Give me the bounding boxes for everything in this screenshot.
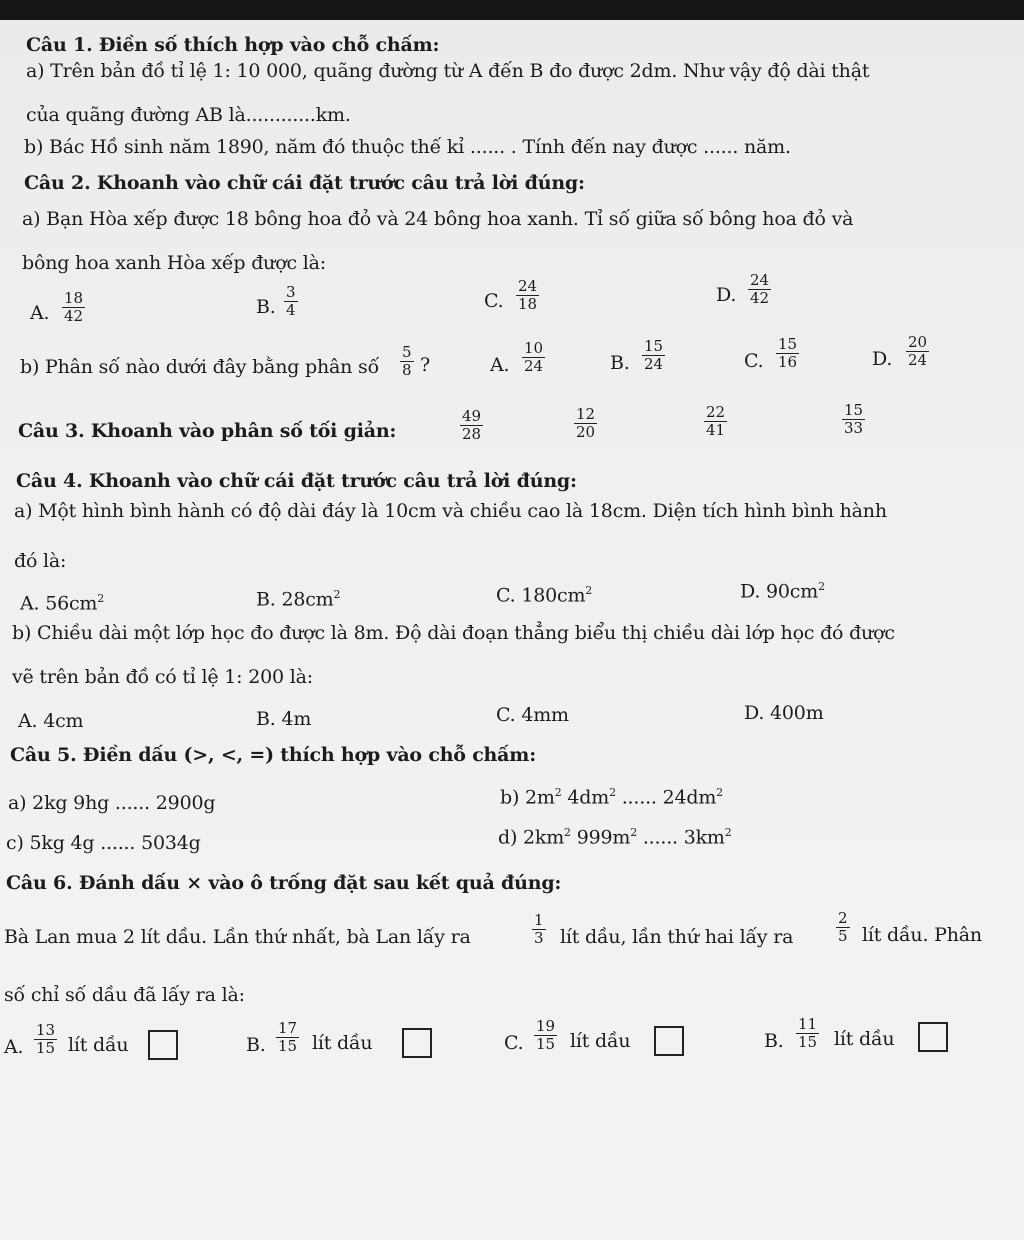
option-label: B. — [246, 1034, 266, 1056]
option-label: C. — [744, 350, 764, 372]
q4-b-line1: b) Chiều dài một lớp học đo được là 8m. Độ dài đoạn thẳng biểu thị chiều dài lớp học đó được — [12, 622, 895, 644]
answer-checkbox-d[interactable] — [918, 1022, 948, 1052]
q1-title: Câu 1. Điền số thích hợp vào chỗ chấm: — [26, 34, 440, 56]
fraction: $\frac{3}{4}$ — [286, 283, 296, 319]
top-dark-border — [0, 0, 1024, 20]
q2-a-line2: bông hoa xanh Hòa xếp được là: — [22, 252, 326, 274]
q2-title: Câu 2. Khoanh vào chữ cái đặt trước câu trả lời đúng: — [24, 172, 585, 194]
q5-item-d: d) $2km^2$ $999m^2$ ...... $3km^2$ — [498, 826, 732, 849]
answer-checkbox-c[interactable] — [654, 1026, 684, 1056]
fraction: $\frac{13}{15}$ — [36, 1021, 56, 1057]
q4-title: Câu 4. Khoanh vào chữ cái đặt trước câu trả lời đúng: — [16, 470, 577, 492]
q4-b-option-a[interactable]: A. 4cm — [18, 710, 84, 732]
fraction: $\frac{15}{16}$ — [778, 335, 798, 371]
q4-a-option-a[interactable]: A. $56cm^2$ — [20, 592, 105, 615]
q4-a-option-d[interactable]: D. $90cm^2$ — [740, 580, 825, 603]
option-label: B. — [610, 352, 630, 374]
q4-a-line2: đó là: — [14, 550, 67, 572]
q4-b-option-b[interactable]: B. 4m — [256, 708, 312, 730]
option-label: C. — [484, 290, 504, 312]
q2-b-fraction: $\frac{5}{8}$ — [402, 343, 412, 379]
q6-fraction-1: $\frac{1}{3}$ — [534, 911, 544, 947]
fraction: $\frac{18}{42}$ — [64, 289, 84, 325]
q4-b-option-c[interactable]: C. 4mm — [496, 704, 569, 726]
fraction: $\frac{19}{15}$ — [536, 1017, 556, 1053]
unit-label: lít dầu — [68, 1034, 129, 1056]
q6-line1-c: lít dầu. Phân — [862, 924, 982, 946]
q6-line2: số chỉ số dầu đã lấy ra là: — [4, 984, 245, 1006]
q4-a-line1: a) Một hình bình hành có độ dài đáy là 10cm và chiều cao là 18cm. Diện tích hình bình hành — [14, 500, 887, 522]
q2-b-suffix: ? — [420, 354, 430, 376]
q6-fraction-2: $\frac{2}{5}$ — [838, 909, 848, 945]
fraction: $\frac{24}{42}$ — [750, 271, 770, 307]
option-label: D. — [716, 284, 737, 306]
option-label: C. — [504, 1032, 524, 1054]
q1-a-line2: của quãng đường AB là............km. — [26, 104, 351, 126]
q3-fraction-1[interactable]: $\frac{49}{28}$ — [462, 407, 482, 443]
fraction: $\frac{15}{24}$ — [644, 337, 664, 373]
q6-title: Câu 6. Đánh dấu × vào ô trống đặt sau kết quả đúng: — [6, 872, 562, 894]
q3-title: Câu 3. Khoanh vào phân số tối giản: — [18, 420, 397, 442]
q5-item-b: b) $2m^2$ $4dm^2$ ...... $24dm^2$ — [500, 786, 723, 809]
q5-item-c: c) 5kg 4g ...... 5034g — [6, 832, 201, 854]
fraction: $\frac{20}{24}$ — [908, 333, 928, 369]
q2-a-line1: a) Bạn Hòa xếp được 18 bông hoa đỏ và 24 bông hoa xanh. Tỉ số giữa số bông hoa đỏ và — [22, 208, 854, 230]
unit-label: lít dầu — [834, 1028, 895, 1050]
answer-checkbox-b[interactable] — [402, 1028, 432, 1058]
unit-label: lít dầu — [570, 1030, 631, 1052]
q4-a-option-b[interactable]: B. $28cm^2$ — [256, 588, 341, 611]
option-label: A. — [4, 1036, 24, 1058]
q6-line1-b: lít dầu, lần thứ hai lấy ra — [560, 926, 794, 948]
option-label: A. — [30, 302, 50, 324]
unit-label: lít dầu — [312, 1032, 373, 1054]
q6-line1-a: Bà Lan mua 2 lít dầu. Lần thứ nhất, bà Lan lấy ra — [4, 926, 471, 948]
q4-b-option-d[interactable]: D. 400m — [744, 702, 824, 724]
q1-a-line1: a) Trên bản đồ tỉ lệ 1: 10 000, quãng đường từ A đến B đo được 2dm. Như vậy độ dài thật — [26, 60, 870, 82]
q4-b-line2: vẽ trên bản đồ có tỉ lệ 1: 200 là: — [12, 666, 313, 688]
q5-item-a: a) 2kg 9hg ...... 2900g — [8, 792, 216, 814]
fraction: $\frac{17}{15}$ — [278, 1019, 298, 1055]
q3-fraction-2[interactable]: $\frac{12}{20}$ — [576, 405, 596, 441]
q4-a-option-c[interactable]: C. $180cm^2$ — [496, 584, 593, 607]
q2-b-prefix: b) Phân số nào dưới đây bằng phân số — [20, 356, 380, 378]
q3-fraction-3[interactable]: $\frac{22}{41}$ — [706, 403, 726, 439]
worksheet-page — [0, 20, 1024, 1240]
q1-b-line: b) Bác Hồ sinh năm 1890, năm đó thuộc thế kỉ ...... . Tính đến nay được ...... năm. — [24, 136, 791, 158]
fraction: $\frac{10}{24}$ — [524, 339, 544, 375]
option-label: B. — [764, 1030, 784, 1052]
option-label: B. — [256, 296, 276, 318]
option-label: D. — [872, 348, 893, 370]
option-label: A. — [490, 354, 510, 376]
fraction: $\frac{24}{18}$ — [518, 277, 538, 313]
q5-title: Câu 5. Điền dấu (>, <, =) thích hợp vào chỗ chấm: — [10, 744, 537, 766]
fraction: $\frac{11}{15}$ — [798, 1015, 818, 1051]
q3-fraction-4[interactable]: $\frac{15}{33}$ — [844, 401, 864, 437]
answer-checkbox-a[interactable] — [148, 1030, 178, 1060]
